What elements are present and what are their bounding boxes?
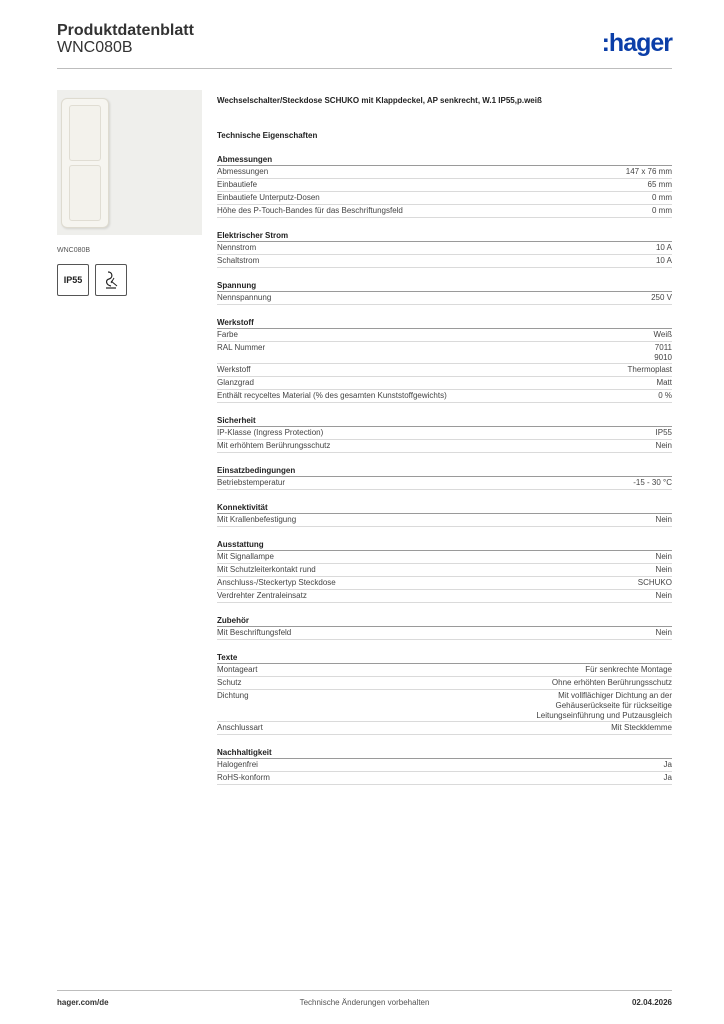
spec-label: Verdrehter Zentraleinsatz	[217, 591, 307, 600]
section-heading: Zubehör	[217, 615, 672, 627]
footer-divider	[57, 990, 672, 991]
spec-label: RoHS-konform	[217, 773, 270, 782]
section-heading: Sicherheit	[217, 415, 672, 427]
spec-label: Glanzgrad	[217, 378, 254, 387]
product-description: Wechselschalter/Steckdose SCHUKO mit Klappdeckel, AP senkrecht, W.1 IP55,p.weiß	[217, 96, 542, 105]
spec-row	[217, 664, 672, 677]
spec-label: Dichtung	[217, 691, 249, 700]
spec-content	[217, 94, 672, 785]
socket-cover	[69, 165, 101, 221]
spec-row	[217, 677, 672, 690]
spec-row	[217, 627, 672, 640]
spec-value: Nein	[655, 441, 672, 450]
spec-value: Weiß	[653, 330, 672, 339]
spec-row	[217, 205, 672, 218]
spec-row	[217, 772, 672, 785]
spec-label: Höhe des P-Touch-Bandes für das Beschriftungsfeld	[217, 206, 403, 215]
spec-value: Nein	[655, 628, 672, 637]
spec-row	[217, 759, 672, 772]
spec-value: 7011 9010	[654, 343, 672, 362]
certification-badges	[57, 264, 202, 296]
spec-value: Nein	[655, 515, 672, 524]
spec-value: 10 A	[655, 256, 672, 265]
section-heading: Einsatzbedingungen	[217, 465, 672, 477]
spec-value: Nein	[655, 565, 672, 574]
spec-label: Einbautiefe Unterputz-Dosen	[217, 193, 320, 202]
installation-symbol-icon	[95, 264, 127, 296]
spec-value: Mit Steckklemme	[611, 723, 672, 732]
spec-label: Mit Krallenbefestigung	[217, 515, 297, 524]
section-heading: Elektrischer Strom	[217, 230, 672, 242]
spec-value: Mit vollflächiger Dichtung an der Gehäuserückseite für rückseitige Leitungseinführung und Putzausgleich	[536, 691, 672, 720]
spec-row	[217, 551, 672, 564]
spec-section	[217, 154, 672, 218]
spec-label: Montageart	[217, 665, 258, 674]
spec-row	[217, 292, 672, 305]
spec-row	[217, 690, 672, 722]
tech-properties-title: Technische Eigenschaften	[217, 131, 318, 140]
spec-section	[217, 280, 672, 305]
product-code: WNC080B	[57, 39, 133, 56]
spec-value: -15 - 30 °C	[633, 478, 672, 487]
spec-row	[217, 179, 672, 192]
document-title: Produktdatenblatt	[57, 22, 194, 39]
footer-notice: Technische Änderungen vorbehalten	[299, 998, 430, 1007]
spec-row	[217, 477, 672, 490]
spec-label: Nennspannung	[217, 293, 272, 302]
spec-value: Thermoplast	[627, 365, 672, 374]
spec-value: Nein	[655, 591, 672, 600]
spec-section	[217, 230, 672, 268]
spec-value: 0 mm	[652, 206, 672, 215]
spec-value: Matt	[656, 378, 672, 387]
spec-label: Anschlussart	[217, 723, 263, 732]
spec-section	[217, 747, 672, 785]
spec-label: Mit erhöhtem Berührungsschutz	[217, 441, 331, 450]
spec-value: 0 %	[658, 391, 672, 400]
spec-section	[217, 652, 672, 735]
section-heading: Abmessungen	[217, 154, 672, 166]
header-divider	[57, 68, 672, 69]
spec-label: Werkstoff	[217, 365, 251, 374]
section-heading: Texte	[217, 652, 672, 664]
spec-row	[217, 342, 672, 364]
spec-label: Schaltstrom	[217, 256, 260, 265]
switch-cover	[69, 105, 101, 161]
spec-row	[217, 427, 672, 440]
spec-value: Ja	[663, 773, 672, 782]
spec-value: 0 mm	[652, 193, 672, 202]
spec-value: 65 mm	[647, 180, 672, 189]
spec-row	[217, 390, 672, 403]
spec-row	[217, 377, 672, 390]
spec-sections	[217, 154, 672, 785]
spec-row	[217, 577, 672, 590]
spec-label: Abmessungen	[217, 167, 269, 176]
spec-label: Einbautiefe	[217, 180, 258, 189]
spec-row	[217, 722, 672, 735]
spec-row	[217, 242, 672, 255]
spec-label: Schutz	[217, 678, 242, 687]
product-image	[57, 90, 202, 235]
spec-value: 250 V	[651, 293, 672, 302]
spec-section	[217, 465, 672, 490]
spec-label: Mit Schutzleiterkontakt rund	[217, 565, 316, 574]
spec-row	[217, 564, 672, 577]
spec-value: IP55	[655, 428, 672, 437]
image-caption: WNC080B	[57, 247, 91, 254]
spec-row	[217, 364, 672, 377]
hager-logo: :hager	[601, 29, 672, 57]
spec-label: Enthält recyceltes Material (% des gesamten Kunststoffgewichts)	[217, 391, 447, 400]
section-heading: Spannung	[217, 280, 672, 292]
footer-website: hager.com/de	[57, 998, 109, 1007]
spec-label: Halogenfrei	[217, 760, 258, 769]
spec-value: Nein	[655, 552, 672, 561]
spec-row	[217, 166, 672, 179]
spec-value: 147 x 76 mm	[625, 167, 672, 176]
spec-label: Mit Beschriftungsfeld	[217, 628, 292, 637]
spec-value: Ohne erhöhten Berührungsschutz	[551, 678, 672, 687]
page-header	[57, 22, 672, 68]
footer-date: 02.04.2026	[631, 998, 672, 1007]
section-heading: Werkstoff	[217, 317, 672, 329]
spec-label: Nennstrom	[217, 243, 257, 252]
ip55-badge: IP55	[57, 264, 89, 296]
product-device-drawing	[61, 98, 109, 228]
spec-label: Anschluss-/Steckertyp Steckdose	[217, 578, 336, 587]
spec-row	[217, 590, 672, 603]
spec-row	[217, 192, 672, 205]
section-heading: Ausstattung	[217, 539, 672, 551]
spec-label: RAL Nummer	[217, 343, 266, 352]
spec-value: Ja	[663, 760, 672, 769]
section-heading: Konnektivität	[217, 502, 672, 514]
section-heading: Nachhaltigkeit	[217, 747, 672, 759]
spec-value: 10 A	[655, 243, 672, 252]
spec-row	[217, 440, 672, 453]
spec-section	[217, 615, 672, 640]
spec-label: IP-Klasse (Ingress Protection)	[217, 428, 324, 437]
page-footer	[57, 998, 672, 1010]
product-sidebar	[57, 90, 202, 296]
spec-label: Farbe	[217, 330, 238, 339]
spec-row	[217, 329, 672, 342]
spec-section	[217, 317, 672, 403]
spec-row	[217, 255, 672, 268]
spec-row	[217, 514, 672, 527]
spec-section	[217, 415, 672, 453]
spec-section	[217, 502, 672, 527]
spec-section	[217, 539, 672, 603]
spec-label: Betriebstemperatur	[217, 478, 286, 487]
spec-label: Mit Signallampe	[217, 552, 274, 561]
spec-value: Für senkrechte Montage	[585, 665, 672, 674]
spec-value: SCHUKO	[637, 578, 672, 587]
